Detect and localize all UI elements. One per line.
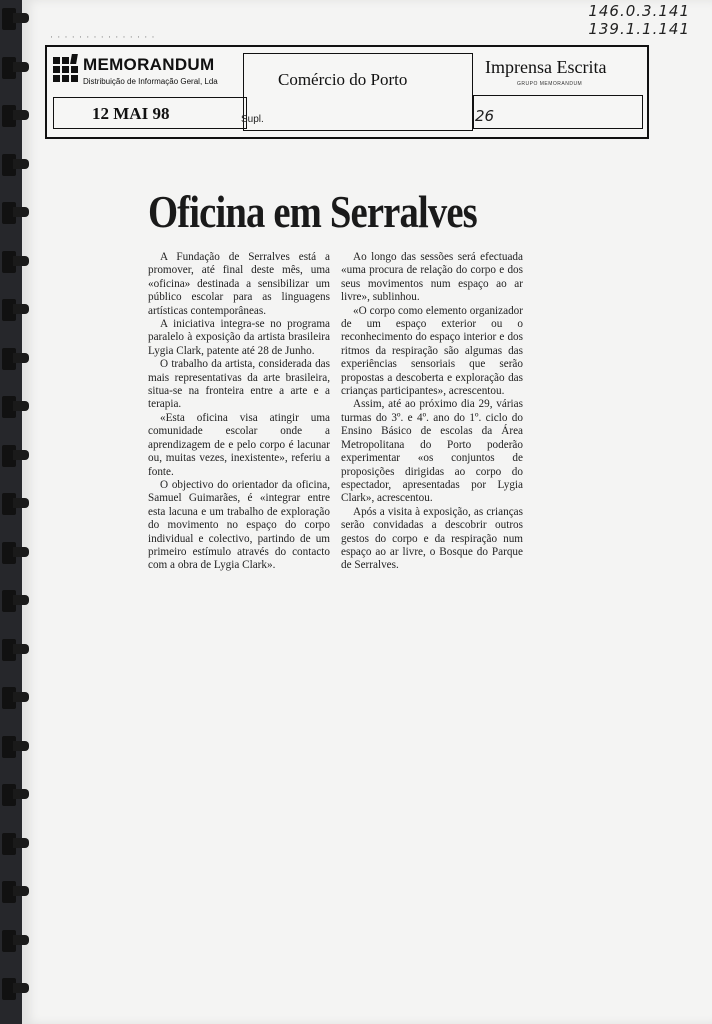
binding-ring	[2, 348, 16, 370]
binding-ring	[2, 202, 16, 224]
binding-ring	[2, 396, 16, 418]
paragraph: «O corpo como elemento organizador de um espaço exterior ou o reconhecimento do espaço interior e dos ritmos da respiração são algumas das experiências sensoriais que serão propostas a descoberta e exploração das crianças participantes», acrescentou.	[341, 304, 523, 398]
publication-box	[243, 53, 473, 131]
logo-squares-icon	[53, 57, 79, 83]
binding-ring	[2, 978, 16, 1000]
binding-ring	[2, 542, 16, 564]
binding-ring	[2, 8, 16, 30]
page-number: 26	[475, 107, 495, 125]
handwritten-reference-2: 139.1.1.141	[588, 20, 690, 38]
binding-ring	[2, 639, 16, 661]
binding-ring	[2, 930, 16, 952]
binding-ring	[2, 493, 16, 515]
paragraph: «Esta oficina visa atingir uma comunidade escolar onde a aprendizagem de e pelo corpo é lacunar ou, muitas vezes, inexistente», referiu a fonte.	[148, 411, 330, 478]
binding-ring	[2, 833, 16, 855]
page-number-box	[473, 95, 643, 129]
dotted-mark: · · · · · · · · · · · · · · ·	[50, 32, 156, 42]
document-page	[22, 0, 712, 1024]
paragraph: Assim, até ao próximo dia 29, várias turmas do 3º. e 4º. ano do 1º. ciclo do Ensino Básico de escolas da Área Metropolitana do Porto poderão experimentar «os conjuntos de proposições dirigidas ao corpo do espectador, apresentadas por Lygia Clark», acrescentou.	[341, 398, 523, 505]
supl-label: Supl.	[241, 114, 264, 125]
publication-name: Comércio do Porto	[278, 70, 408, 89]
handwritten-reference-1: 146.0.3.141	[588, 2, 690, 20]
binding-ring	[2, 736, 16, 758]
binding-ring	[2, 784, 16, 806]
paragraph: Ao longo das sessões será efectuada «uma procura de relação do corpo e dos seus movimentos num espaço ao ar livre», sublinhou.	[341, 251, 523, 304]
logo-title: MEMORANDUM	[83, 55, 215, 74]
binding-ring	[2, 57, 16, 79]
binding-ring	[2, 445, 16, 467]
paragraph: Após a visita à exposição, as crianças serão convidadas a descobrir outros gestos do corpo e da respiração num espaço ao ar livre, o Bosque do Parque de Serralves.	[341, 505, 523, 572]
section-label: Imprensa Escrita	[485, 57, 607, 77]
binding-ring	[2, 251, 16, 273]
memorandum-header	[45, 45, 649, 139]
binding-ring	[2, 687, 16, 709]
paragraph: O objectivo do orientador da oficina, Samuel Guimarães, é «integrar entre esta lacuna e um trabalho de exploração do movimento no espaço do corpo individual e colectivo, partindo de um primeiro estímulo através do contacto com a obra de Lygia Clark».	[148, 478, 330, 572]
article-column-2	[341, 251, 523, 573]
logo-subtitle: Distribuição de Informação Geral, Lda	[83, 77, 218, 86]
binding-ring	[2, 299, 16, 321]
binding-ring	[2, 105, 16, 127]
paragraph: A iniciativa integra-se no programa paralelo à exposição da artista brasileira Lygia Clark, patente até 28 de Junho.	[148, 318, 330, 357]
paragraph: A Fundação de Serralves está a promover, até final deste mês, uma «oficina» destinada a sensibilizar um público escolar para as linguagens artísticas contemporâneas.	[148, 251, 330, 317]
binding-ring	[2, 154, 16, 176]
date-box	[53, 97, 247, 129]
article-headline: Oficina em Serralves	[148, 187, 477, 237]
group-label: GRUPO MEMORANDUM	[517, 81, 583, 87]
binding-ring	[2, 590, 16, 612]
memorandum-logo	[53, 53, 243, 93]
article-column-1	[148, 251, 330, 573]
paragraph: O trabalho da artista, considerada das mais representativas da arte brasileira, situa-se na fronteira entre a arte e a terapia.	[148, 358, 330, 411]
binding-ring	[2, 881, 16, 903]
clipping-date: 12 MAI 98	[92, 104, 170, 123]
